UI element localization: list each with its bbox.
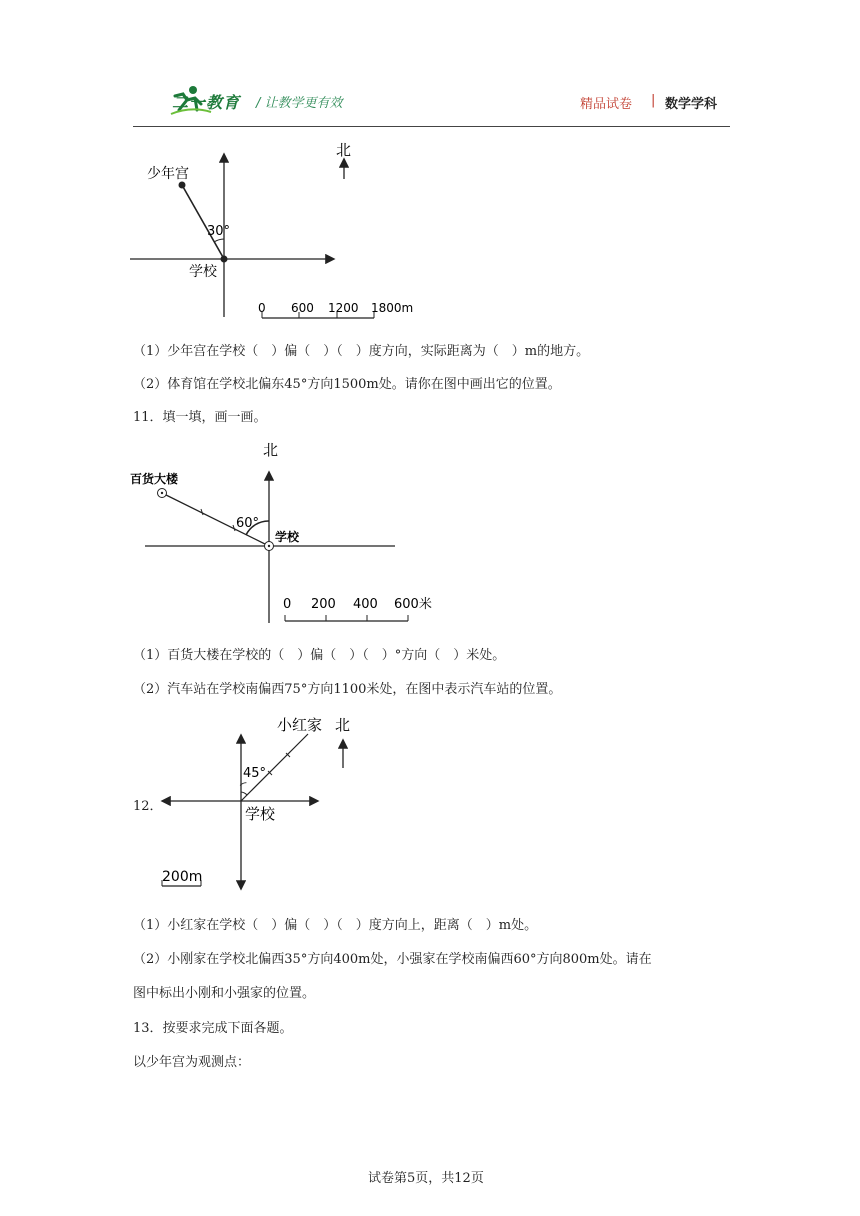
- angle-label: 60°: [236, 516, 260, 531]
- q11-part1: （1）百货大楼在学校的（ ）偏（ ）（ ）°方向（ ）米处。: [133, 648, 506, 663]
- q12-part1: （1）小红家在学校（ ）偏（ ）（ ）度方向上，距离（ ）m处。: [133, 918, 538, 933]
- scale-tick-1: 200: [311, 597, 336, 612]
- slogan: / 让教学更有效: [256, 96, 343, 111]
- q13-title: 13．按要求完成下面各题。: [133, 1021, 293, 1036]
- q12-part2-line1: （2）小刚家在学校北偏西35°方向400m处，小强家在学校南偏西60°方向800m处。请在: [133, 952, 652, 967]
- school-point: [221, 256, 228, 263]
- place-label: 少年宫: [147, 166, 189, 182]
- scale-tick-0: 0: [258, 301, 266, 315]
- q13-subtitle: 以少年宫为观测点：: [133, 1055, 251, 1070]
- scale-tick-2: 1200: [328, 301, 359, 315]
- north-label: 北: [335, 716, 351, 734]
- school-label: 学校: [245, 805, 276, 823]
- figure-department-store: [125, 437, 455, 627]
- scale-tick-3: 1800m: [371, 301, 414, 315]
- header-tag: 精品试卷: [580, 97, 633, 112]
- q12-part2-line2: 图中标出小刚和小强家的位置。: [133, 986, 316, 1001]
- header-separator: |: [651, 93, 656, 108]
- q11-part2: （2）汽车站在学校南偏西75°方向1100米处，在图中表示汽车站的位置。: [133, 682, 562, 697]
- figure-youth-palace: [125, 135, 425, 325]
- home-label: 小红家: [277, 716, 323, 734]
- q10-part2: （2）体育馆在学校北偏东45°方向1500m处。请你在图中画出它的位置。: [133, 377, 561, 392]
- place-point: [179, 182, 186, 189]
- brand-name: 二一教育: [172, 93, 241, 112]
- direction-line: [182, 185, 224, 259]
- north-label: 北: [336, 141, 352, 159]
- header-divider: [133, 126, 730, 127]
- angle-label: 45°: [243, 766, 267, 781]
- store-label: 百货大楼: [130, 472, 179, 486]
- school-label: 学校: [275, 530, 300, 544]
- scale-tick-0: 0: [283, 597, 292, 612]
- q12-number: 12．: [133, 799, 163, 814]
- scale-tick-1: 600: [291, 301, 314, 315]
- angle-label: 30°: [207, 224, 231, 239]
- q10-part1: （1）少年宫在学校（ ）偏（ ）（ ）度方向，实际距离为（ ）m的地方。: [133, 344, 590, 359]
- q11-title: 11．填一填，画一画。: [133, 410, 267, 425]
- north-label: 北: [263, 441, 279, 459]
- header-subject: 数学学科: [665, 97, 718, 112]
- scale-tick-2: 400: [353, 597, 378, 612]
- page-footer: 试卷第5页，共12页: [368, 1171, 484, 1186]
- figure-xiaohong-home: [155, 708, 375, 898]
- scale-label: 200m: [162, 869, 203, 885]
- school-label: 学校: [189, 264, 217, 280]
- scale-tick-3: 600米: [394, 597, 432, 612]
